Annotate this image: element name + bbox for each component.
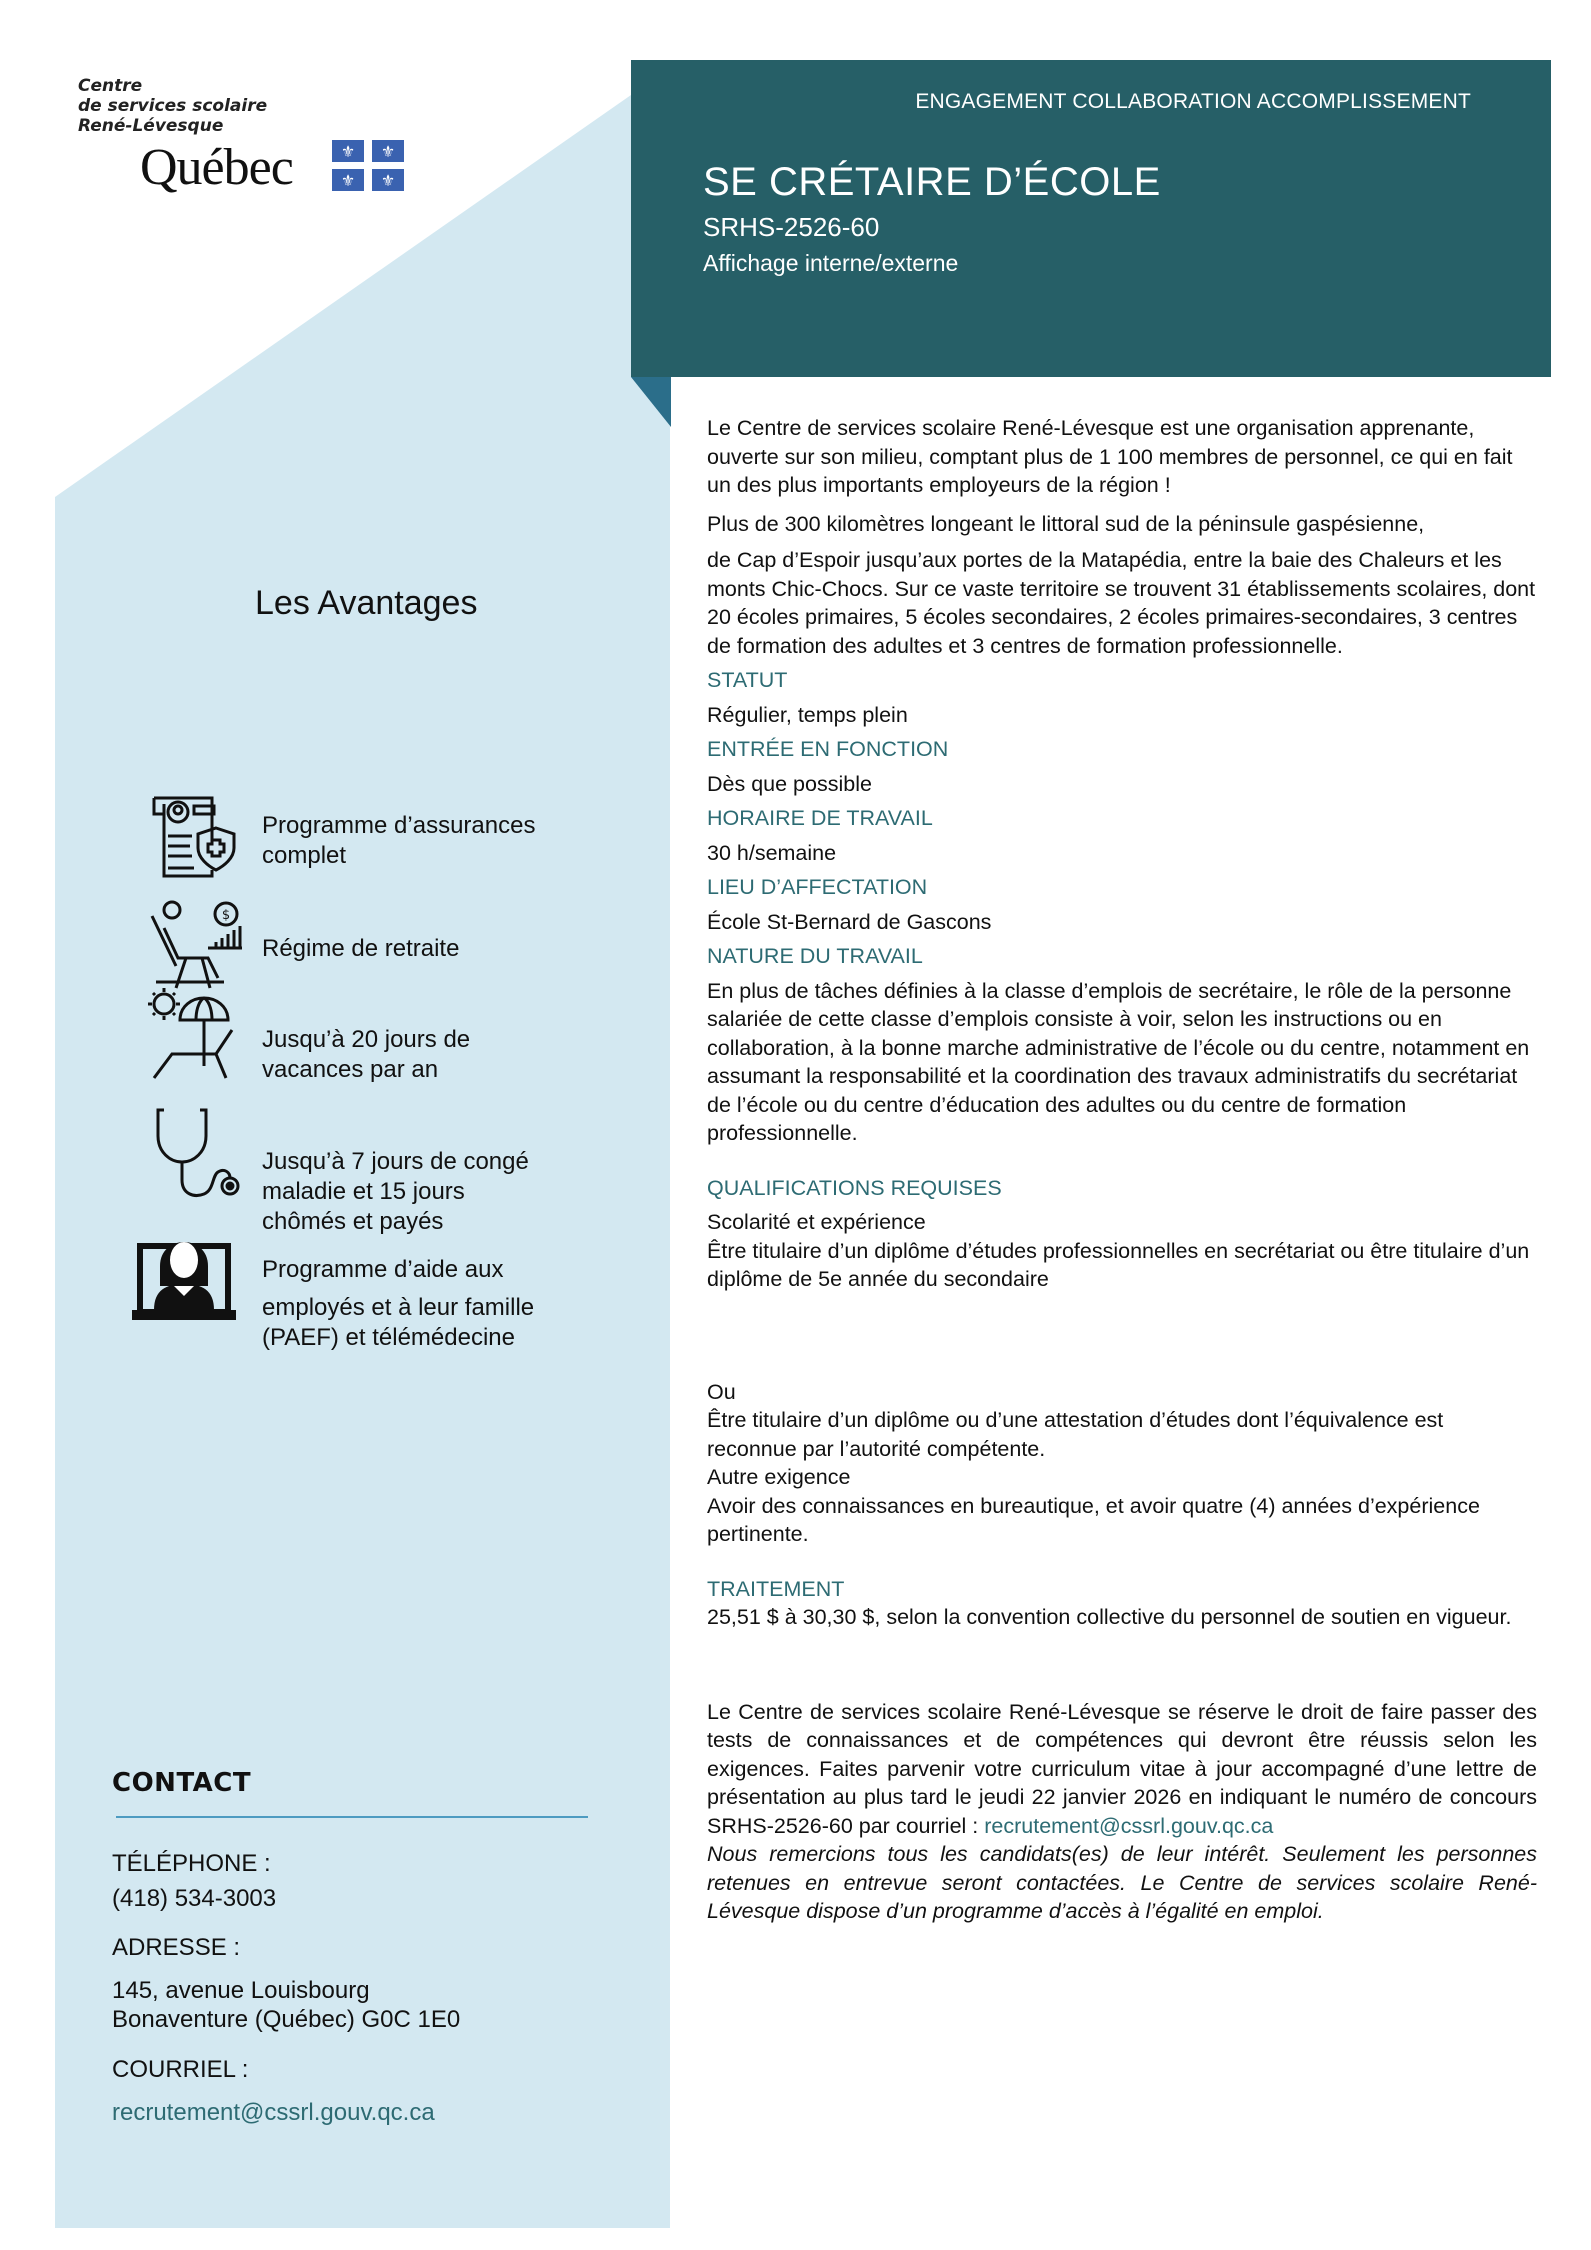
- telemedicine-doctor-icon: [130, 1216, 238, 1326]
- territory-paragraph: de Cap d’Espoir jusqu’aux portes de la Matapédia, entre la baie des Chaleurs et les monts Chic-Chocs. Sur ce vaste territoire se trouvent 31 établissements scolaires, dont 20 écoles primaires, 5 écoles secondaires, 2 écoles primaires-secondaires, 3 centres de formation des adultes et 3 centres de formation professionnelle.: [707, 548, 1536, 658]
- benefit-text: Programme d’assurances: [262, 812, 536, 839]
- entree-value: Dès que possible: [707, 771, 872, 796]
- svg-text:⚜: ⚜: [340, 142, 356, 161]
- benefit-text: employés et à leur famille: [262, 1294, 535, 1321]
- benefit-item: [262, 1025, 470, 1085]
- email-link[interactable]: recrutement@cssrl.gouv.qc.ca: [112, 2099, 435, 2126]
- horaire-heading: HORAIRE DE TRAVAIL: [707, 806, 933, 830]
- closing-paragraph: [707, 1698, 1537, 1841]
- contact-section: [112, 1768, 592, 2126]
- svg-text:⚜: ⚜: [380, 142, 396, 161]
- benefit-text: maladie et 15 jours: [262, 1178, 465, 1205]
- benefit-text: vacances par an: [262, 1056, 439, 1083]
- posting-type: Affichage interne/externe: [703, 250, 959, 276]
- lieu-value: École St-Bernard de Gascons: [707, 909, 992, 934]
- statut-heading: STATUT: [707, 668, 788, 692]
- address-label: ADRESSE :: [112, 1934, 241, 1961]
- beach-vacation-icon: [146, 982, 242, 1082]
- contact-title: CONTACT: [112, 1768, 252, 1798]
- header-values: ENGAGEMENT COLLABORATION ACCOMPLISSEMENT: [915, 90, 1471, 113]
- logo-line: René-Lévesque: [78, 116, 224, 136]
- address-line: Bonaventure (Québec) G0C 1E0: [112, 2006, 461, 2033]
- intro-paragraph: Le Centre de services scolaire René-Lévesque est une organisation apprenante, ouverte sur son milieu, comptant plus de 1 100 membres de personnel, ce qui en fait un des plus importants employeurs de la région !: [707, 416, 1513, 497]
- qualifications-sub-education: Scolarité et expérience: [707, 1210, 926, 1234]
- benefit-item: [262, 934, 459, 964]
- svg-text:⚜: ⚜: [380, 171, 396, 190]
- header-fold-decoration: [631, 377, 671, 427]
- qualifications-or: Ou: [707, 1379, 736, 1404]
- benefit-text: Jusqu’à 20 jours de: [262, 1026, 471, 1053]
- closing-thanks: Nous remercions tous les candidats(es) de leur intérêt. Seulement les personnes retenues en entrevue seront contactées. Le Centre de services scolaire René-Lévesque dispose d’un programme d’accès à l’égalité en emploi.: [707, 1842, 1537, 1923]
- benefits-title: Les Avantages: [255, 584, 478, 622]
- svg-text:⚜: ⚜: [340, 171, 356, 190]
- nature-value: En plus de tâches définies à la classe d’emplois de secrétaire, le rôle de la personne salariée de cette classe d’emplois consiste à voir, selon les instructions ou en collaboration, à la bonne marche administrative de l’école ou du centre, notamment en assumant la responsabilité et la coordination des travaux administratifs du secrétariat de l’école ou du centre d’éducation des adultes ou du centre de formation professionnelle.: [707, 978, 1530, 1145]
- svg-text:$: $: [221, 908, 231, 923]
- logo-org-name: [78, 76, 418, 136]
- territory-paragraph-start: Plus de 300 kilomètres longeant le littoral sud de la péninsule gaspésienne,: [707, 511, 1425, 536]
- logo-line: de services scolaire: [78, 96, 268, 116]
- logo-quebec-wordmark: Québec: [140, 139, 293, 196]
- traitement-value: 25,51 $ à 30,30 $, selon la convention collective du personnel de soutien en vigueur.: [707, 1605, 1512, 1629]
- benefit-text: complet: [262, 842, 347, 869]
- job-code: SRHS-2526-60: [703, 212, 880, 242]
- address-line: 145, avenue Louisbourg: [112, 1977, 370, 2004]
- benefit-text: chômés et payés: [262, 1208, 444, 1235]
- email-label: COURRIEL :: [112, 2056, 249, 2083]
- job-header: [631, 60, 1551, 377]
- entree-heading: ENTRÉE EN FONCTION: [707, 737, 949, 761]
- benefit-text: Programme d’aide aux: [262, 1256, 504, 1283]
- address-value: [112, 1976, 460, 2034]
- phone-label: TÉLÉPHONE :: [112, 1850, 271, 1877]
- main-content: [707, 414, 1537, 1926]
- logo-line: Centre: [78, 76, 143, 96]
- benefit-text: Jusqu’à 7 jours de congé: [262, 1148, 529, 1175]
- statut-value: Régulier, temps plein: [707, 702, 908, 727]
- horaire-value: 30 h/semaine: [707, 840, 837, 865]
- benefit-text: Régime de retraite: [262, 935, 460, 962]
- nature-heading: NATURE DU TRAVAIL: [707, 944, 923, 968]
- benefit-item: [262, 811, 535, 871]
- qualifications-line-3: Avoir des connaissances en bureautique, et avoir quatre (4) années d’expérience pertinente.: [707, 1493, 1480, 1546]
- benefit-item: [262, 1147, 529, 1237]
- closing-text: Le Centre de services scolaire René-Lévesque se réserve le droit de faire passer des tests de connaissances et de compétences qui devront être réussis selon les exigences. Faites parvenir votre curriculum vitae à jour accompagné d’une lettre de présentation au plus tard le jeudi 22 janvier 2026 en indiquant le numéro de concours SRHS-2526-60 par courriel :: [707, 1699, 1537, 1838]
- lieu-heading: LIEU D’AFFECTATION: [707, 875, 928, 899]
- qualifications-sub-other: Autre exigence: [707, 1465, 851, 1489]
- closing-email-link[interactable]: recrutement@cssrl.gouv.qc.ca: [984, 1813, 1274, 1838]
- qualifications-heading: QUALIFICATIONS REQUISES: [707, 1175, 1002, 1200]
- organization-logo: [78, 76, 418, 201]
- qualifications-line-2: Être titulaire d’un diplôme ou d’une attestation d’études dont l’équivalence est reconnue par l’autorité compétente.: [707, 1408, 1444, 1461]
- benefit-text: (PAEF) et télémédecine: [262, 1324, 515, 1351]
- job-title: SE CRÉTAIRE D’ÉCOLE: [703, 160, 1161, 204]
- quebec-flag-icon: [332, 140, 406, 192]
- qualifications-line-1: Être titulaire d’un diplôme d’études professionnelles en secrétariat ou être titulaire d’un diplôme de 5e année du secondaire: [707, 1238, 1530, 1291]
- phone-value[interactable]: (418) 534-3003: [112, 1885, 277, 1912]
- insurance-document-icon: [150, 794, 242, 878]
- contact-divider: [116, 1816, 588, 1818]
- stethoscope-icon: [150, 1106, 242, 1202]
- traitement-heading: TRAITEMENT: [707, 1576, 845, 1601]
- benefit-item: [262, 1255, 534, 1353]
